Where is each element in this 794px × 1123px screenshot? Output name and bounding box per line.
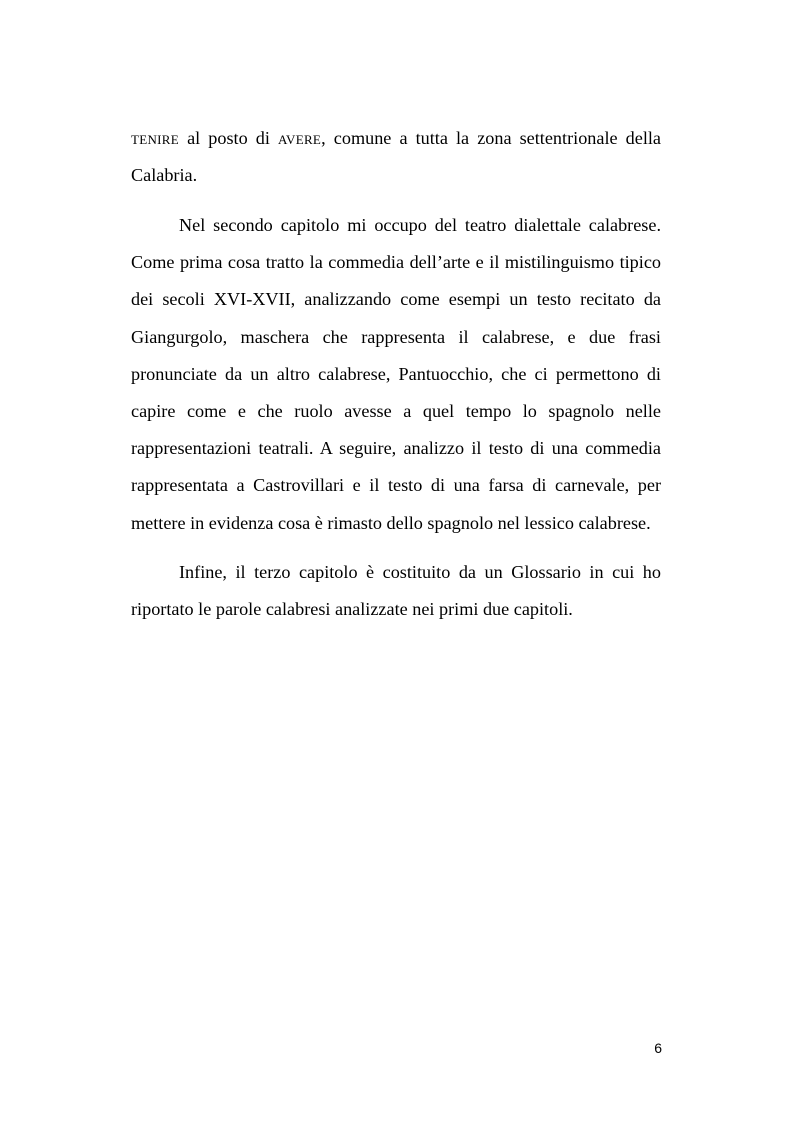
paragraph-continuation [131, 120, 661, 194]
page-number: 6 [654, 1040, 662, 1056]
text-segment: , comune a tutta la zona settentrionale della Calabria. [131, 128, 662, 186]
paragraph-second-chapter: Nel secondo capitolo mi occupo del teatro dialettale calabrese. Come prima cosa tratto la commedia dell’arte e il mistilinguismo tipico dei secoli XVI-XVII, analizzando come esempi un testo recitato da Giangurgolo, maschera che rappresenta il calabrese, e due frasi pronunciate da un altro calabrese, Pantuocchio, che ci permettono di capire come e che ruolo avesse a quel tempo lo spagnolo nelle rappresentazioni teatrali. A seguire, analizzo il testo di una commedia rappresentata a Castrovillari e il testo di una farsa di carnevale, per mettere in evidenza cosa è rimasto dello spagnolo nel lessico calabrese. [131, 214, 661, 533]
small-caps-term-avere: avere [278, 128, 322, 148]
small-caps-term-tenire: tenire [131, 128, 180, 148]
text-segment: al posto di [179, 128, 279, 148]
body-text [131, 120, 661, 629]
paragraph-third-chapter: Infine, il terzo capitolo è costituito da un Glossario in cui ho riportato le parole calabresi analizzate nei primi due capitoli. [131, 562, 661, 620]
